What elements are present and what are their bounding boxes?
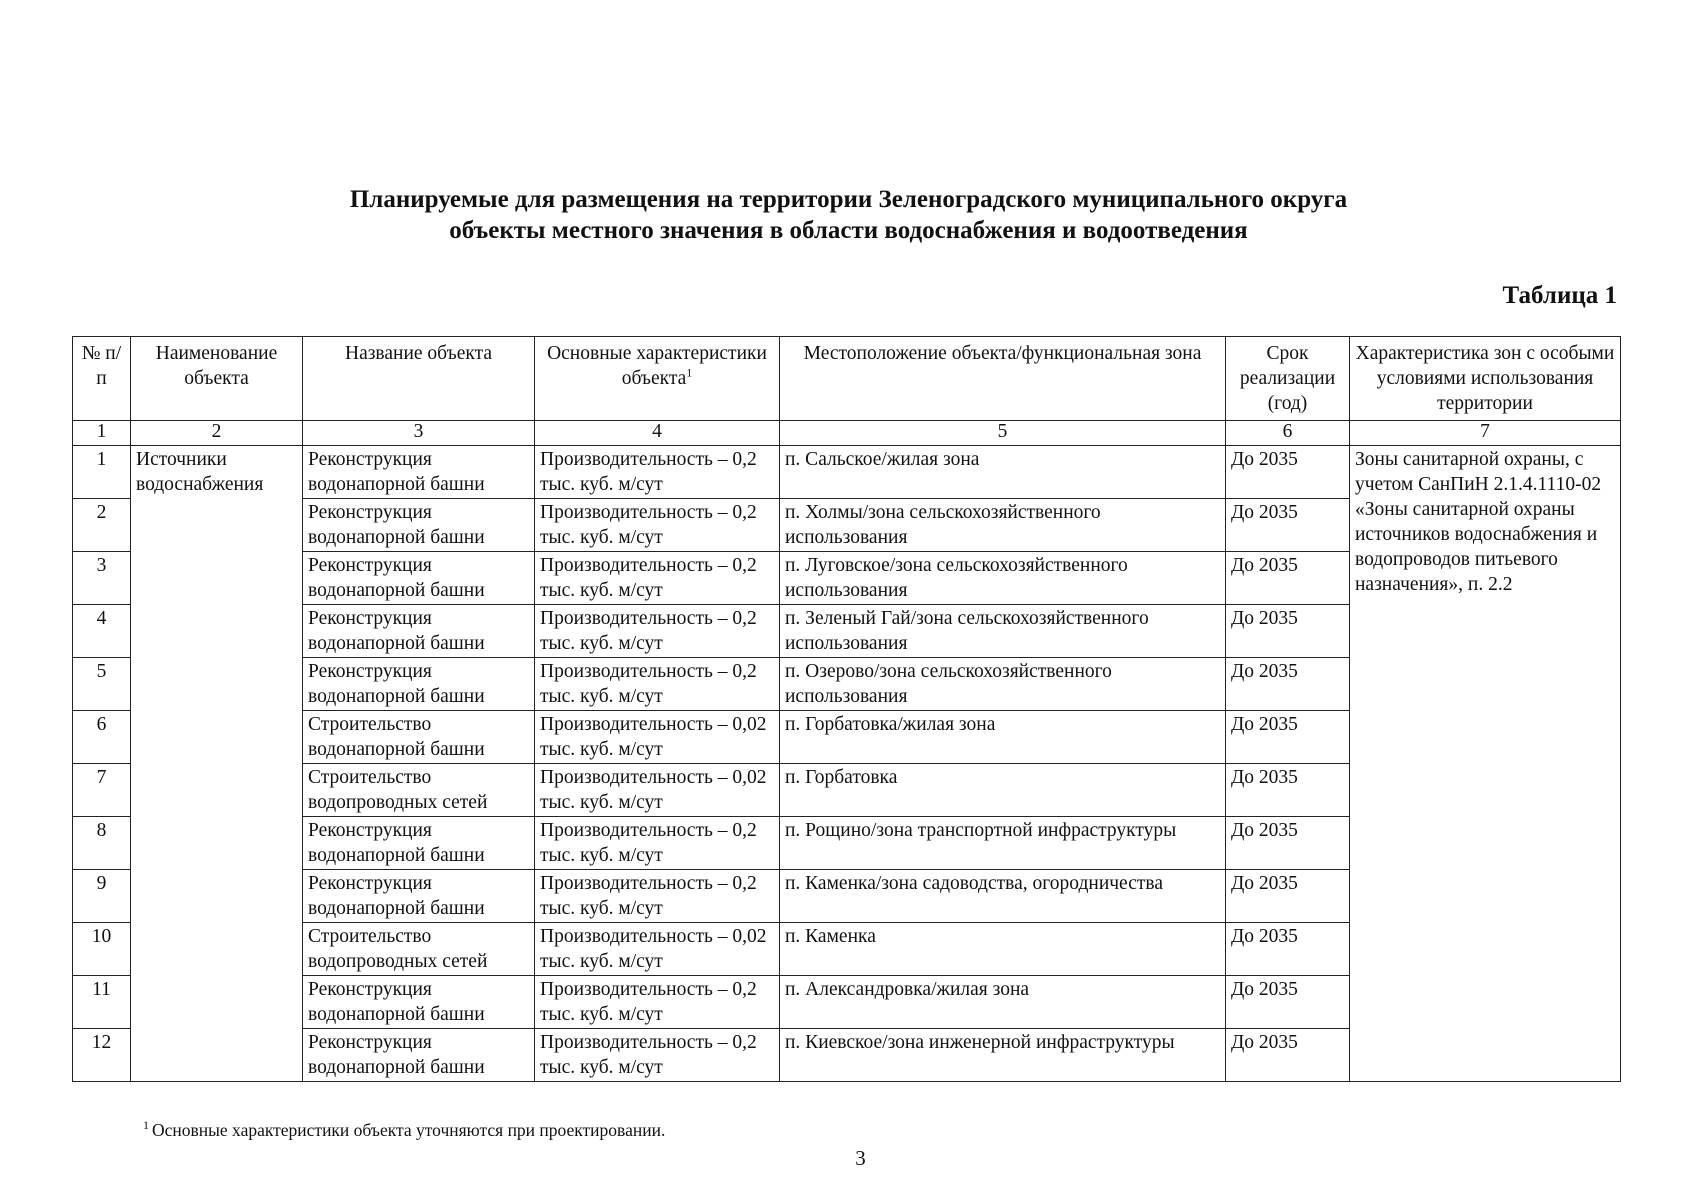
row-number: 1 [73,446,131,499]
column-number: 6 [1226,421,1350,446]
header-cell: Местоположение объекта/функциональная зона [780,337,1226,421]
object-name: Реконструкция водонапорной башни [303,817,535,870]
object-characteristics: Производительность – 0,2 тыс. куб. м/сут [535,976,780,1029]
column-number: 5 [780,421,1226,446]
object-location: п. Александровка/жилая зона [780,976,1226,1029]
row-number: 8 [73,817,131,870]
row-number: 3 [73,552,131,605]
header-cell: Характеристика зон с особыми условиями использования территории [1350,337,1621,421]
object-characteristics: Производительность – 0,02 тыс. куб. м/сут [535,923,780,976]
header-cell: Срок реализации (год) [1226,337,1350,421]
object-location: п. Киевское/зона инженерной инфраструктуры [780,1029,1226,1082]
header-cell [535,337,780,421]
object-name: Реконструкция водонапорной башни [303,605,535,658]
implementation-term: До 2035 [1226,552,1350,605]
object-name: Реконструкция водонапорной башни [303,552,535,605]
row-number: 9 [73,870,131,923]
object-characteristics: Производительность – 0,2 тыс. куб. м/сут [535,658,780,711]
row-number: 10 [73,923,131,976]
footnote [143,1118,665,1141]
object-characteristics: Производительность – 0,2 тыс. куб. м/сут [535,605,780,658]
row-number: 12 [73,1029,131,1082]
page-title-line-1: Планируемые для размещения на территории Зеленоградского муниципального округа [349,186,1348,213]
group-name: Источники водоснабжения [131,446,303,1082]
zone-characteristic: Зоны санитарной охраны, с учетом СанПиН 2.1.4.1110-02 «Зоны санитарной охраны источников водоснабжения и водопроводов питьевого назначения», п. 2.2 [1350,446,1621,1082]
object-name: Реконструкция водонапорной башни [303,658,535,711]
object-location: п. Каменка [780,923,1226,976]
object-characteristics: Производительность – 0,2 тыс. куб. м/сут [535,499,780,552]
implementation-term: До 2035 [1226,499,1350,552]
header-cell: Наименование объекта [131,337,303,421]
object-location: п. Луговское/зона сельскохозяйственного использования [780,552,1226,605]
object-characteristics: Производительность – 0,2 тыс. куб. м/сут [535,870,780,923]
object-characteristics: Производительность – 0,2 тыс. куб. м/сут [535,552,780,605]
implementation-term: До 2035 [1226,711,1350,764]
object-location: п. Озерово/зона сельскохозяйственного использования [780,658,1226,711]
row-number: 7 [73,764,131,817]
row-number: 6 [73,711,131,764]
page-number: 3 [855,1146,866,1170]
column-number: 7 [1350,421,1621,446]
object-name: Реконструкция водонапорной башни [303,446,535,499]
footnote-mark: 1 [143,1118,149,1132]
object-location: п. Холмы/зона сельскохозяйственного использования [780,499,1226,552]
footnote-marker: 1 [686,365,693,380]
implementation-term: До 2035 [1226,870,1350,923]
header-cell: № п/п [73,337,131,421]
page-title-line-2: объекты местного значения в области водоснабжения и водоотведения [449,217,1248,244]
implementation-term: До 2035 [1226,658,1350,711]
implementation-term: До 2035 [1226,764,1350,817]
header-cell: Название объекта [303,337,535,421]
column-number: 3 [303,421,535,446]
table-row [73,446,1621,499]
row-number: 2 [73,499,131,552]
implementation-term: До 2035 [1226,1029,1350,1082]
table-header-row [73,337,1621,421]
table-body [73,446,1621,1082]
header-label: Основные характеристики объекта [547,343,767,389]
object-location: п. Каменка/зона садоводства, огородничества [780,870,1226,923]
object-characteristics: Производительность – 0,02 тыс. куб. м/сут [535,711,780,764]
object-name: Строительство водопроводных сетей [303,764,535,817]
object-location: п. Сальское/жилая зона [780,446,1226,499]
object-characteristics: Производительность – 0,2 тыс. куб. м/сут [535,1029,780,1082]
object-location: п. Зеленый Гай/зона сельскохозяйственного использования [780,605,1226,658]
implementation-term: До 2035 [1226,605,1350,658]
object-name: Реконструкция водонапорной башни [303,870,535,923]
footnote-text: Основные характеристики объекта уточняются при проектировании. [152,1119,666,1140]
object-name: Реконструкция водонапорной башни [303,499,535,552]
column-number: 4 [535,421,780,446]
column-number: 1 [73,421,131,446]
implementation-term: До 2035 [1226,923,1350,976]
row-number: 5 [73,658,131,711]
object-name: Строительство водонапорной башни [303,711,535,764]
object-characteristics: Производительность – 0,2 тыс. куб. м/сут [535,446,780,499]
table-label: Таблица 1 [1502,282,1617,309]
implementation-term: До 2035 [1226,817,1350,870]
object-characteristics: Производительность – 0,02 тыс. куб. м/сут [535,764,780,817]
column-number-row [73,421,1621,446]
row-number: 4 [73,605,131,658]
object-location: п. Горбатовка/жилая зона [780,711,1226,764]
water-supply-table [72,336,1621,1082]
column-number: 2 [131,421,303,446]
row-number: 11 [73,976,131,1029]
implementation-term: До 2035 [1226,446,1350,499]
object-characteristics: Производительность – 0,2 тыс. куб. м/сут [535,817,780,870]
object-name: Строительство водопроводных сетей [303,923,535,976]
object-name: Реконструкция водонапорной башни [303,976,535,1029]
object-name: Реконструкция водонапорной башни [303,1029,535,1082]
object-location: п. Рощино/зона транспортной инфраструктуры [780,817,1226,870]
implementation-term: До 2035 [1226,976,1350,1029]
object-location: п. Горбатовка [780,764,1226,817]
